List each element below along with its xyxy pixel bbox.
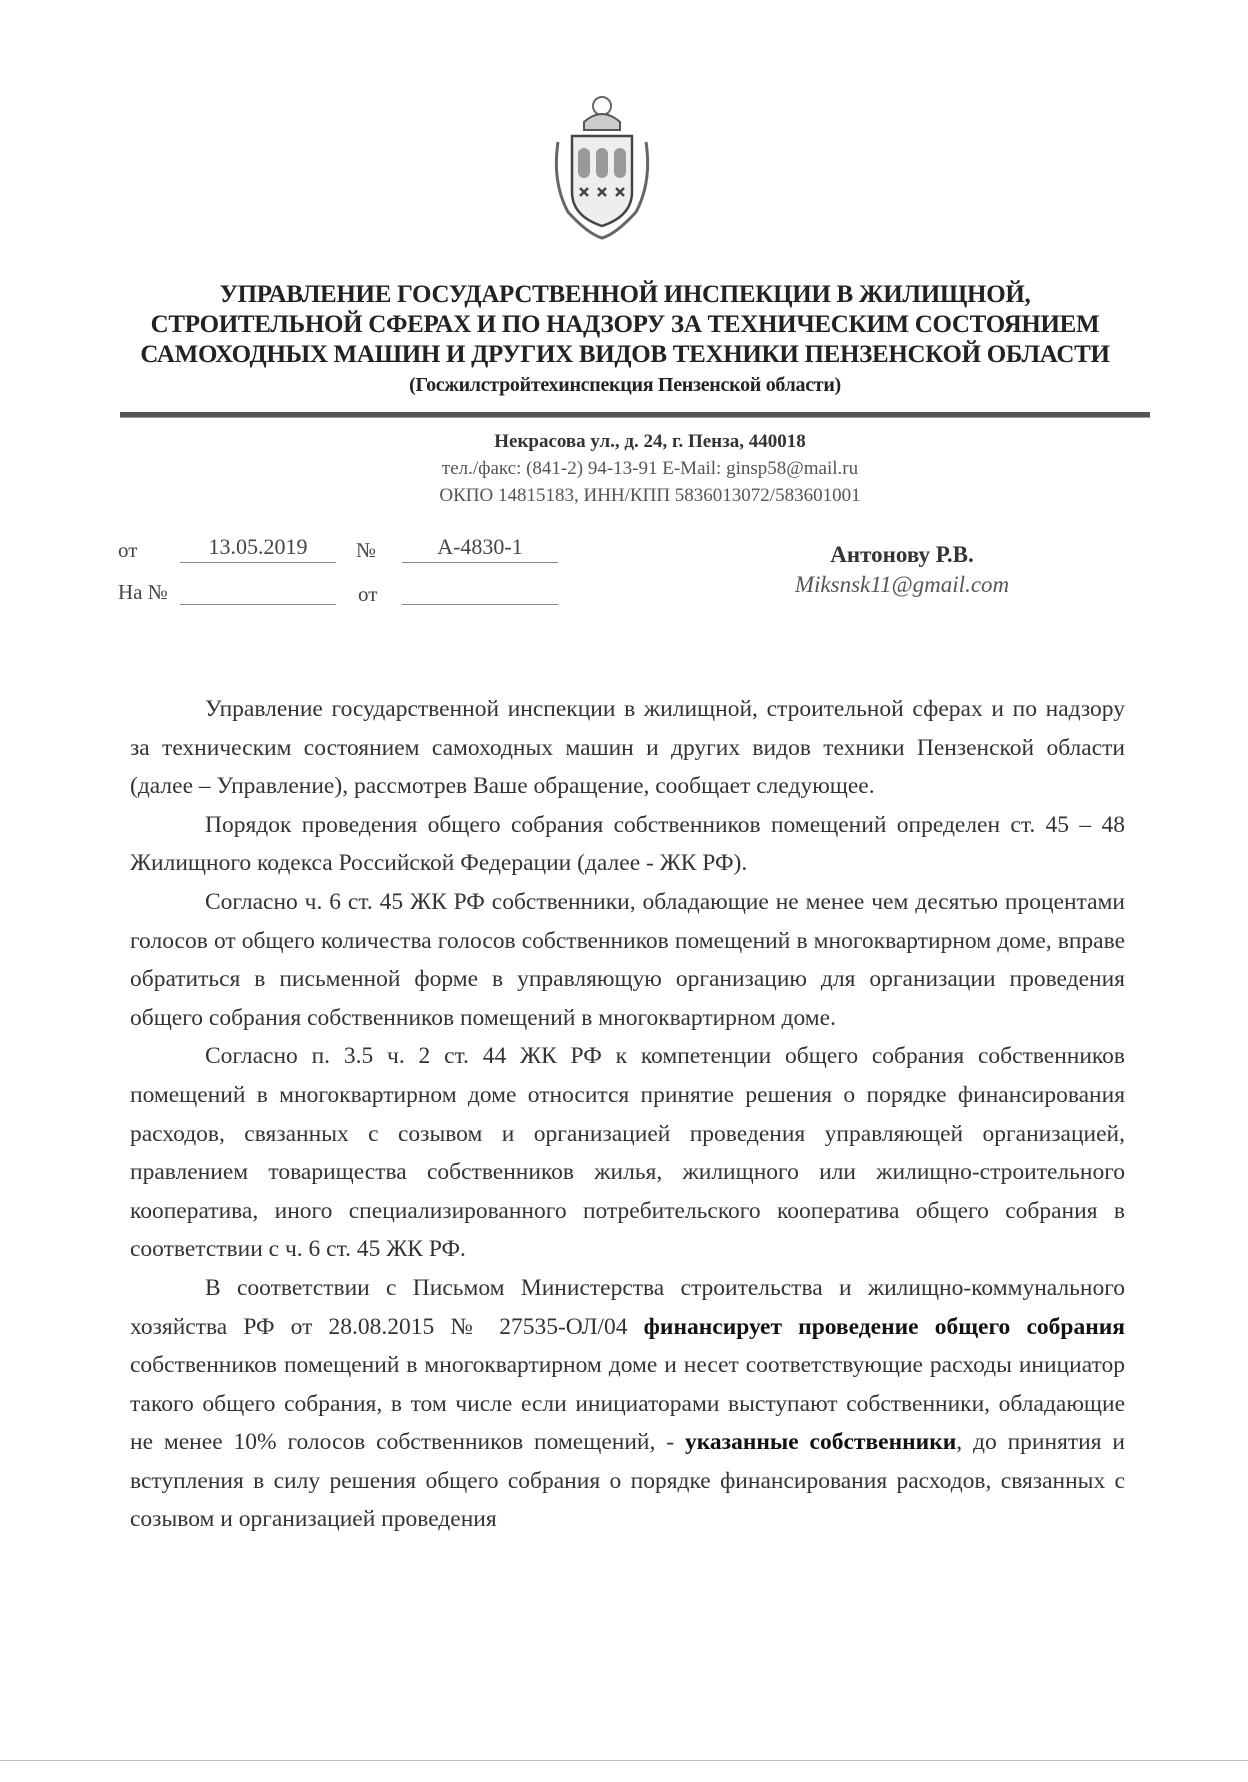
- paragraph: Согласно ч. 6 ст. 45 ЖК РФ собственники, обладающие не менее чем десятью процентами голосов от общего количества голосов собственников помещений в многоквартирном доме, вправе обратиться в письменной форме в управляющую организацию для организации проведения общего собрания собственников помещений в многоквартирном доме.: [130, 888, 1125, 1031]
- paragraph: [130, 1269, 1125, 1539]
- org-address: Некрасова ул., д. 24, г. Пенза, 440018: [494, 431, 806, 452]
- text: собственников помещений в многоквартирном доме и несет соответствующие расходы инициатор такого общего собрания, в том числе если инициаторами выступают собственники, обладающие не менее 10% голосов собственников помещений, -: [130, 1352, 1125, 1456]
- recipient-block: [752, 542, 1052, 598]
- reply-date-field: [402, 576, 558, 605]
- letter-body: [130, 690, 1125, 1539]
- reply-number-field: [180, 576, 336, 605]
- org-codes: ОКПО 14815183, ИНН/КПП 5836013072/583601001: [439, 485, 861, 506]
- org-line: СТРОИТЕЛЬНОЙ СФЕРАХ И ПО НАДЗОРУ ЗА ТЕХНИЧЕСКИМ СОСТОЯНИЕМ: [150, 311, 1100, 338]
- from-label: от: [118, 538, 138, 562]
- bold-text: финансирует проведение общего собрания: [643, 1313, 1125, 1340]
- recipient-name: Антонову Р.В.: [830, 542, 974, 567]
- paragraph: Управление государственной инспекции в жилищной, строительной сферах и по надзору за техническим состоянием самоходных машин и других видов техники Пензенской области (далее – Управление), рассмотрев Ваше обращение, сообщает следующее.: [130, 696, 1125, 800]
- reply-label: На №: [118, 580, 168, 604]
- number-label: №: [356, 538, 377, 562]
- org-line: САМОХОДНЫХ МАШИН И ДРУГИХ ВИДОВ ТЕХНИКИ ПЕНЗЕНСКОЙ ОБЛАСТИ: [140, 341, 1110, 368]
- paragraph: Согласно п. 3.5 ч. 2 ст. 44 ЖК РФ к компетенции общего собрания собственников помещений в многоквартирном доме относится принятие решения о порядке финансирования расходов, связанных с созывом и организацией проведения управляющей организацией, правлением товарищества собственников жилья, жилищного или жилищно-строительного кооператива, иного специализированного потребительского кооператива общего собрания в соответствии с ч. 6 ст. 45 ЖК РФ.: [130, 1043, 1125, 1263]
- org-line: УПРАВЛЕНИЕ ГОСУДАРСТВЕННОЙ ИНСПЕКЦИИ В ЖИЛИЩНОЙ,: [219, 281, 1031, 308]
- header-divider: [120, 412, 1150, 418]
- pensa-coat-of-arms-emblem: [548, 92, 656, 242]
- org-short-name: (Госжилстройтехинспекция Пензенской области): [409, 374, 841, 396]
- number-field: А-4830-1: [402, 534, 558, 563]
- paragraph: Порядок проведения общего собрания собственников помещений определен ст. 45 – 48 Жилищного кодекса Российской Федерации (далее - ЖК РФ).: [130, 811, 1125, 877]
- date-field: 13.05.2019: [180, 534, 336, 563]
- recipient-email: Miksnsk11@gmail.com: [794, 572, 1010, 597]
- text: , до принятия и вступления в силу решения общего собрания о порядке финансирования расходов, связанных с созывом и организацией проведения: [130, 1429, 1126, 1533]
- text: В соответствии с Письмом Министерства строительства и жилищно-коммунального хозяйства РФ от 28.08.2015 № 27535-ОЛ/04: [130, 1274, 1125, 1340]
- scan-edge-line: [0, 1760, 1248, 1761]
- bold-text: указанные собственники: [684, 1429, 957, 1456]
- reply-from-label: от: [358, 582, 378, 606]
- organization-name: [100, 280, 1150, 400]
- org-contacts: [300, 428, 1000, 509]
- org-phone-email: тел./факс: (841-2) 94-13-91 E-Mail: ginsp58@mail.ru: [441, 458, 859, 479]
